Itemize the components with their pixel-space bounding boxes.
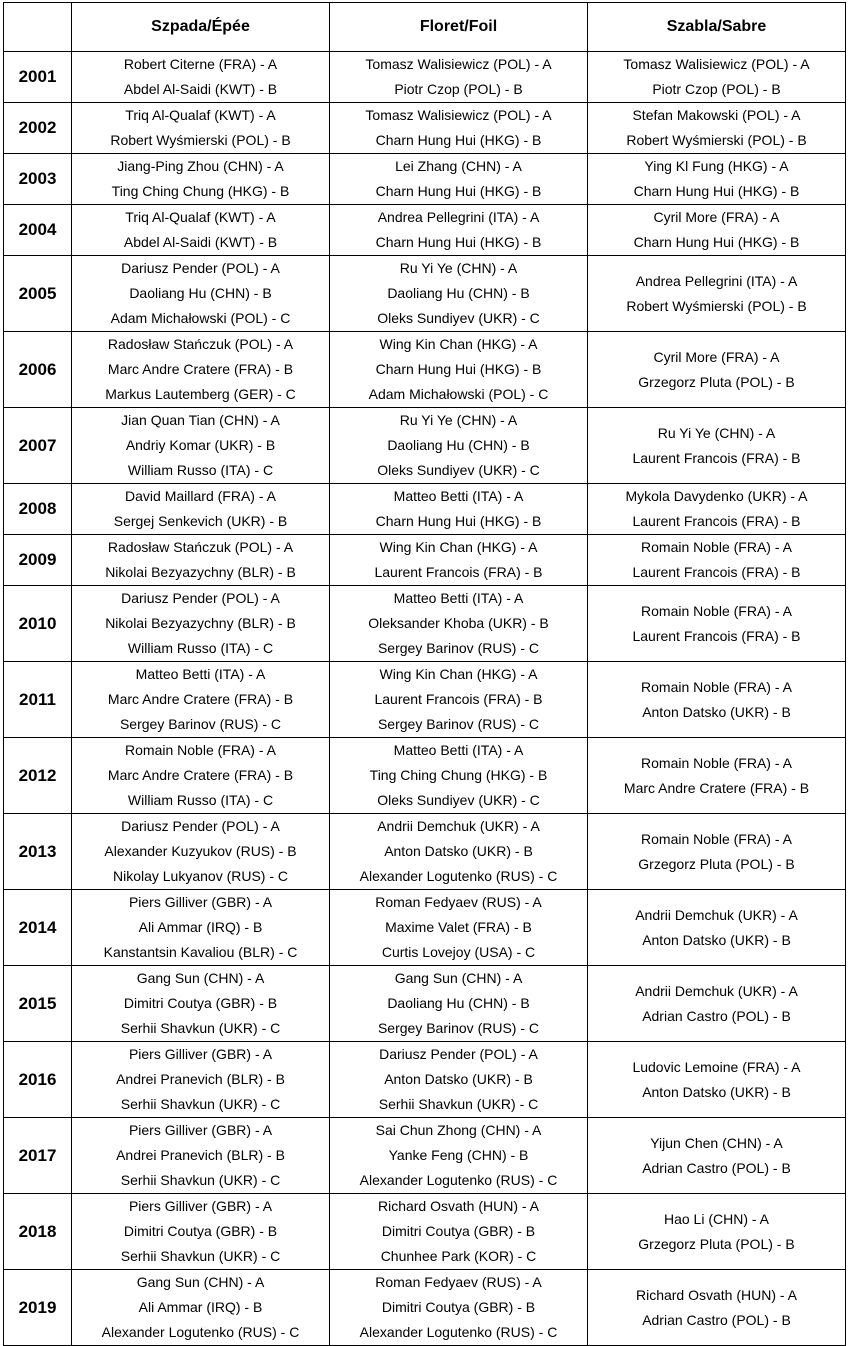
- epee-result: Adam Michałowski (POL) - C: [110, 310, 291, 326]
- sabre-result: Anton Datsko (UKR) - B: [642, 703, 791, 720]
- epee-result: Marc Andre Cratere (FRA) - B: [107, 691, 294, 707]
- foil-result: Wing Kin Chan (HKG) - A: [379, 539, 538, 555]
- epee-cell: [72, 1194, 330, 1270]
- year-cell: 2013: [4, 814, 72, 890]
- sabre-result: Romain Noble (FRA) - A: [641, 539, 792, 555]
- sabre-result: Charn Hung Hui (HKG) - B: [633, 183, 800, 199]
- foil-result: Daoliang Hu (CHN) - B: [387, 285, 530, 301]
- foil-result: Richard Osvath (HUN) - A: [377, 1198, 540, 1214]
- sabre-result: Adrian Castro (POL) - B: [642, 1311, 791, 1328]
- header-epee: Szpada/Épée: [72, 3, 330, 52]
- table-row: [4, 1270, 846, 1346]
- year-cell: 2003: [4, 154, 72, 205]
- header-row: [4, 3, 846, 52]
- foil-result: Andrea Pellegrini (ITA) - A: [377, 209, 540, 225]
- epee-cell: [72, 1118, 330, 1194]
- epee-result: Piers Gilliver (GBR) - A: [128, 1046, 273, 1062]
- epee-result: Markus Lautemberg (GER) - C: [105, 386, 296, 402]
- sabre-result: Anton Datsko (UKR) - B: [642, 1083, 791, 1100]
- sabre-result: Stefan Makowski (POL) - A: [632, 107, 801, 123]
- epee-result: Serhii Shavkun (UKR) - C: [120, 1020, 281, 1036]
- foil-cell: [330, 966, 588, 1042]
- sabre-result: Cyril More (FRA) - A: [653, 209, 780, 225]
- foil-result: Charn Hung Hui (HKG) - B: [375, 234, 542, 250]
- table-row: [4, 408, 846, 484]
- table-row: [4, 256, 846, 332]
- epee-cell: [72, 1270, 330, 1346]
- foil-cell: [330, 484, 588, 535]
- sabre-result: Ludovic Lemoine (FRA) - A: [632, 1058, 801, 1075]
- epee-result: Alexander Logutenko (RUS) - C: [101, 1324, 300, 1340]
- table-body: [4, 52, 846, 1346]
- epee-cell: [72, 408, 330, 484]
- epee-result: Nikolai Bezyazychny (BLR) - B: [105, 615, 296, 631]
- epee-result: Gang Sun (CHN) - A: [136, 970, 265, 986]
- sabre-result: Mykola Davydenko (UKR) - A: [625, 488, 808, 504]
- year-cell: 2006: [4, 332, 72, 408]
- foil-result: Dariusz Pender (POL) - A: [379, 1046, 538, 1062]
- sabre-result: Tomasz Walisiewicz (POL) - A: [623, 56, 810, 72]
- sabre-cell: [588, 256, 846, 332]
- year-cell: 2012: [4, 738, 72, 814]
- epee-result: Radosław Stańczuk (POL) - A: [107, 336, 294, 352]
- foil-result: Gang Sun (CHN) - A: [394, 970, 523, 986]
- table-row: [4, 535, 846, 586]
- foil-result: Curtis Lovejoy (USA) - C: [381, 944, 536, 960]
- sabre-result: Robert Wyśmierski (POL) - B: [626, 297, 807, 314]
- year-cell: 2001: [4, 52, 72, 103]
- epee-result: Dariusz Pender (POL) - A: [121, 818, 280, 834]
- foil-result: Anton Datsko (UKR) - B: [384, 843, 533, 859]
- epee-result: Alexander Kuzyukov (RUS) - B: [104, 843, 297, 859]
- foil-cell: [330, 662, 588, 738]
- foil-result: Daoliang Hu (CHN) - B: [387, 995, 530, 1011]
- foil-result: Andrii Demchuk (UKR) - A: [377, 818, 540, 834]
- sabre-result: Yijun Chen (CHN) - A: [650, 1134, 783, 1151]
- foil-result: Laurent Francois (FRA) - B: [374, 564, 543, 580]
- year-cell: 2014: [4, 890, 72, 966]
- foil-result: Sergey Barinov (RUS) - C: [377, 1020, 540, 1036]
- epee-cell: [72, 484, 330, 535]
- sabre-result: Romain Noble (FRA) - A: [641, 754, 792, 771]
- header-sabre: Szabla/Sabre: [588, 3, 846, 52]
- year-cell: 2009: [4, 535, 72, 586]
- epee-result: Jiang-Ping Zhou (CHN) - A: [117, 158, 284, 174]
- foil-result: Dimitri Coutya (GBR) - B: [381, 1299, 536, 1315]
- sabre-cell: [588, 332, 846, 408]
- table-row: [4, 205, 846, 256]
- sabre-cell: [588, 662, 846, 738]
- epee-result: Andrei Pranevich (BLR) - B: [116, 1147, 285, 1163]
- epee-result: Dariusz Pender (POL) - A: [121, 590, 280, 606]
- table-row: [4, 52, 846, 103]
- epee-result: Andrei Pranevich (BLR) - B: [116, 1071, 285, 1087]
- sabre-cell: [588, 1042, 846, 1118]
- table-row: [4, 586, 846, 662]
- sabre-result: Romain Noble (FRA) - A: [641, 602, 792, 619]
- foil-cell: [330, 535, 588, 586]
- sabre-result: Adrian Castro (POL) - B: [642, 1159, 791, 1176]
- foil-cell: [330, 103, 588, 154]
- sabre-cell: [588, 205, 846, 256]
- foil-result: Oleks Sundiyev (UKR) - C: [377, 310, 540, 326]
- epee-result: Dariusz Pender (POL) - A: [121, 260, 280, 276]
- foil-cell: [330, 154, 588, 205]
- epee-result: Piers Gilliver (GBR) - A: [128, 1198, 273, 1214]
- sabre-result: Laurent Francois (FRA) - B: [632, 564, 801, 580]
- sabre-cell: [588, 814, 846, 890]
- table-row: [4, 103, 846, 154]
- epee-result: Ali Ammar (IRQ) - B: [138, 1299, 263, 1315]
- sabre-result: Adrian Castro (POL) - B: [642, 1007, 791, 1024]
- foil-cell: [330, 256, 588, 332]
- epee-result: Dimitri Coutya (GBR) - B: [123, 1223, 278, 1239]
- epee-result: Dimitri Coutya (GBR) - B: [123, 995, 278, 1011]
- epee-result: Abdel Al-Saidi (KWT) - B: [123, 234, 278, 250]
- epee-result: William Russo (ITA) - C: [127, 792, 274, 808]
- foil-result: Wing Kin Chan (HKG) - A: [379, 666, 538, 682]
- sabre-result: Andrii Demchuk (UKR) - A: [635, 982, 798, 999]
- sabre-cell: [588, 484, 846, 535]
- foil-cell: [330, 890, 588, 966]
- foil-result: Lei Zhang (CHN) - A: [395, 158, 522, 174]
- sabre-result: Andrea Pellegrini (ITA) - A: [635, 272, 798, 289]
- foil-cell: [330, 1270, 588, 1346]
- sabre-result: Ru Yi Ye (CHN) - A: [657, 424, 776, 441]
- year-cell: 2019: [4, 1270, 72, 1346]
- epee-result: Marc Andre Cratere (FRA) - B: [107, 361, 294, 377]
- foil-result: Roman Fedyaev (RUS) - A: [375, 894, 542, 910]
- year-cell: 2007: [4, 408, 72, 484]
- epee-result: Matteo Betti (ITA) - A: [135, 666, 266, 682]
- table-row: [4, 966, 846, 1042]
- foil-result: Ru Yi Ye (CHN) - A: [399, 412, 518, 428]
- year-cell: 2002: [4, 103, 72, 154]
- foil-result: Charn Hung Hui (HKG) - B: [375, 361, 542, 377]
- foil-result: Sai Chun Zhong (CHN) - A: [375, 1122, 542, 1138]
- epee-result: Serhii Shavkun (UKR) - C: [120, 1248, 281, 1264]
- epee-cell: [72, 890, 330, 966]
- sabre-cell: [588, 408, 846, 484]
- foil-result: Adam Michałowski (POL) - C: [368, 386, 549, 402]
- sabre-result: Andrii Demchuk (UKR) - A: [635, 906, 798, 923]
- sabre-cell: [588, 103, 846, 154]
- foil-result: Oleks Sundiyev (UKR) - C: [377, 462, 540, 478]
- year-cell: 2004: [4, 205, 72, 256]
- year-cell: 2010: [4, 586, 72, 662]
- table-row: [4, 484, 846, 535]
- epee-cell: [72, 535, 330, 586]
- epee-result: Serhii Shavkun (UKR) - C: [120, 1096, 281, 1112]
- epee-cell: [72, 205, 330, 256]
- foil-result: Anton Datsko (UKR) - B: [384, 1071, 533, 1087]
- foil-result: Oleks Sundiyev (UKR) - C: [377, 792, 540, 808]
- epee-result: Marc Andre Cratere (FRA) - B: [107, 767, 294, 783]
- year-cell: 2016: [4, 1042, 72, 1118]
- sabre-result: Grzegorz Pluta (POL) - B: [638, 1235, 795, 1252]
- epee-cell: [72, 103, 330, 154]
- foil-cell: [330, 1118, 588, 1194]
- epee-result: Robert Citerne (FRA) - A: [123, 56, 278, 72]
- sabre-result: Piotr Czop (POL) - B: [652, 81, 781, 97]
- table-row: [4, 154, 846, 205]
- epee-result: William Russo (ITA) - C: [127, 640, 274, 656]
- table-row: [4, 1118, 846, 1194]
- foil-result: Charn Hung Hui (HKG) - B: [375, 132, 542, 148]
- sabre-cell: [588, 154, 846, 205]
- header-year: [4, 3, 72, 52]
- sabre-cell: [588, 1194, 846, 1270]
- epee-result: Triq Al-Qualaf (KWT) - A: [125, 209, 276, 225]
- epee-result: Jian Quan Tian (CHN) - A: [121, 412, 280, 428]
- foil-result: Piotr Czop (POL) - B: [394, 81, 523, 97]
- foil-cell: [330, 205, 588, 256]
- sabre-result: Laurent Francois (FRA) - B: [632, 627, 801, 644]
- sabre-cell: [588, 1118, 846, 1194]
- table-row: [4, 1042, 846, 1118]
- epee-result: Radosław Stańczuk (POL) - A: [107, 539, 294, 555]
- sabre-result: Ying Kl Fung (HKG) - A: [644, 158, 789, 174]
- foil-result: Alexander Logutenko (RUS) - C: [359, 1172, 558, 1188]
- table-row: [4, 1194, 846, 1270]
- foil-result: Ting Ching Chung (HKG) - B: [369, 767, 548, 783]
- sabre-result: Anton Datsko (UKR) - B: [642, 931, 791, 948]
- foil-result: Alexander Logutenko (RUS) - C: [359, 1324, 558, 1340]
- foil-result: Laurent Francois (FRA) - B: [374, 691, 543, 707]
- sabre-result: Charn Hung Hui (HKG) - B: [633, 234, 800, 250]
- sabre-cell: [588, 966, 846, 1042]
- foil-cell: [330, 1042, 588, 1118]
- epee-result: Kanstantsin Kavaliou (BLR) - C: [103, 944, 298, 960]
- foil-result: Wing Kin Chan (HKG) - A: [379, 336, 538, 352]
- year-cell: 2005: [4, 256, 72, 332]
- epee-cell: [72, 154, 330, 205]
- header-foil: Floret/Foil: [330, 3, 588, 52]
- sabre-cell: [588, 586, 846, 662]
- sabre-result: Cyril More (FRA) - A: [653, 348, 780, 365]
- foil-result: Maxime Valet (FRA) - B: [385, 919, 532, 935]
- sabre-result: Hao Li (CHN) - A: [663, 1210, 770, 1227]
- foil-cell: [330, 52, 588, 103]
- sabre-cell: [588, 1270, 846, 1346]
- sabre-cell: [588, 535, 846, 586]
- epee-cell: [72, 814, 330, 890]
- epee-cell: [72, 332, 330, 408]
- year-cell: 2018: [4, 1194, 72, 1270]
- foil-result: Alexander Logutenko (RUS) - C: [359, 868, 558, 884]
- epee-result: Abdel Al-Saidi (KWT) - B: [123, 81, 278, 97]
- epee-result: Serhii Shavkun (UKR) - C: [120, 1172, 281, 1188]
- epee-result: Ting Ching Chung (HKG) - B: [111, 183, 290, 199]
- foil-result: Oleksander Khoba (UKR) - B: [368, 615, 549, 631]
- sabre-result: Grzegorz Pluta (POL) - B: [638, 373, 795, 390]
- epee-cell: [72, 586, 330, 662]
- foil-result: Yanke Feng (CHN) - B: [388, 1147, 529, 1163]
- epee-result: Sergej Senkevich (UKR) - B: [113, 513, 288, 529]
- foil-result: Serhii Shavkun (UKR) - C: [378, 1096, 539, 1112]
- foil-result: Ru Yi Ye (CHN) - A: [399, 260, 518, 276]
- epee-result: Sergey Barinov (RUS) - C: [119, 716, 282, 732]
- sabre-result: Robert Wyśmierski (POL) - B: [626, 132, 807, 148]
- foil-result: Matteo Betti (ITA) - A: [393, 742, 524, 758]
- sabre-cell: [588, 52, 846, 103]
- foil-result: Chunhee Park (KOR) - C: [380, 1248, 537, 1264]
- epee-result: Piers Gilliver (GBR) - A: [128, 894, 273, 910]
- table-row: [4, 332, 846, 408]
- epee-cell: [72, 1042, 330, 1118]
- epee-cell: [72, 738, 330, 814]
- sabre-result: Marc Andre Cratere (FRA) - B: [623, 779, 810, 796]
- table-row: [4, 890, 846, 966]
- year-cell: 2011: [4, 662, 72, 738]
- epee-result: Andriy Komar (UKR) - B: [125, 437, 276, 453]
- foil-cell: [330, 1194, 588, 1270]
- epee-result: David Maillard (FRA) - A: [125, 488, 276, 504]
- sabre-result: Laurent Francois (FRA) - B: [632, 449, 801, 466]
- foil-result: Tomasz Walisiewicz (POL) - A: [365, 107, 552, 123]
- table-row: [4, 662, 846, 738]
- foil-cell: [330, 814, 588, 890]
- epee-cell: [72, 966, 330, 1042]
- sabre-result: Romain Noble (FRA) - A: [641, 830, 792, 847]
- epee-result: Robert Wyśmierski (POL) - B: [110, 132, 291, 148]
- epee-result: Nikolay Lukyanov (RUS) - C: [112, 868, 289, 884]
- foil-result: Charn Hung Hui (HKG) - B: [375, 513, 542, 529]
- epee-cell: [72, 256, 330, 332]
- epee-result: Gang Sun (CHN) - A: [136, 1274, 265, 1290]
- sabre-result: Romain Noble (FRA) - A: [641, 678, 792, 695]
- epee-result: Ali Ammar (IRQ) - B: [138, 919, 263, 935]
- foil-cell: [330, 408, 588, 484]
- epee-result: Triq Al-Qualaf (KWT) - A: [125, 107, 276, 123]
- epee-cell: [72, 52, 330, 103]
- sabre-result: Laurent Francois (FRA) - B: [632, 513, 801, 529]
- year-cell: 2017: [4, 1118, 72, 1194]
- epee-result: Romain Noble (FRA) - A: [125, 742, 276, 758]
- foil-result: Tomasz Walisiewicz (POL) - A: [365, 56, 552, 72]
- table-row: [4, 738, 846, 814]
- foil-result: Matteo Betti (ITA) - A: [393, 590, 524, 606]
- sabre-result: Richard Osvath (HUN) - A: [635, 1286, 798, 1303]
- results-table: [3, 2, 846, 1346]
- foil-result: Dimitri Coutya (GBR) - B: [381, 1223, 536, 1239]
- foil-result: Sergey Barinov (RUS) - C: [377, 640, 540, 656]
- foil-result: Roman Fedyaev (RUS) - A: [375, 1274, 542, 1290]
- sabre-result: Grzegorz Pluta (POL) - B: [638, 855, 795, 872]
- sabre-cell: [588, 738, 846, 814]
- epee-result: Nikolai Bezyazychny (BLR) - B: [105, 564, 296, 580]
- year-cell: 2008: [4, 484, 72, 535]
- foil-result: Sergey Barinov (RUS) - C: [377, 716, 540, 732]
- sabre-cell: [588, 890, 846, 966]
- year-cell: 2015: [4, 966, 72, 1042]
- foil-cell: [330, 332, 588, 408]
- epee-result: Piers Gilliver (GBR) - A: [128, 1122, 273, 1138]
- epee-result: William Russo (ITA) - C: [127, 462, 274, 478]
- foil-cell: [330, 738, 588, 814]
- epee-result: Daoliang Hu (CHN) - B: [129, 285, 272, 301]
- foil-result: Charn Hung Hui (HKG) - B: [375, 183, 542, 199]
- foil-result: Daoliang Hu (CHN) - B: [387, 437, 530, 453]
- epee-cell: [72, 662, 330, 738]
- table-row: [4, 814, 846, 890]
- foil-result: Matteo Betti (ITA) - A: [393, 488, 524, 504]
- foil-cell: [330, 586, 588, 662]
